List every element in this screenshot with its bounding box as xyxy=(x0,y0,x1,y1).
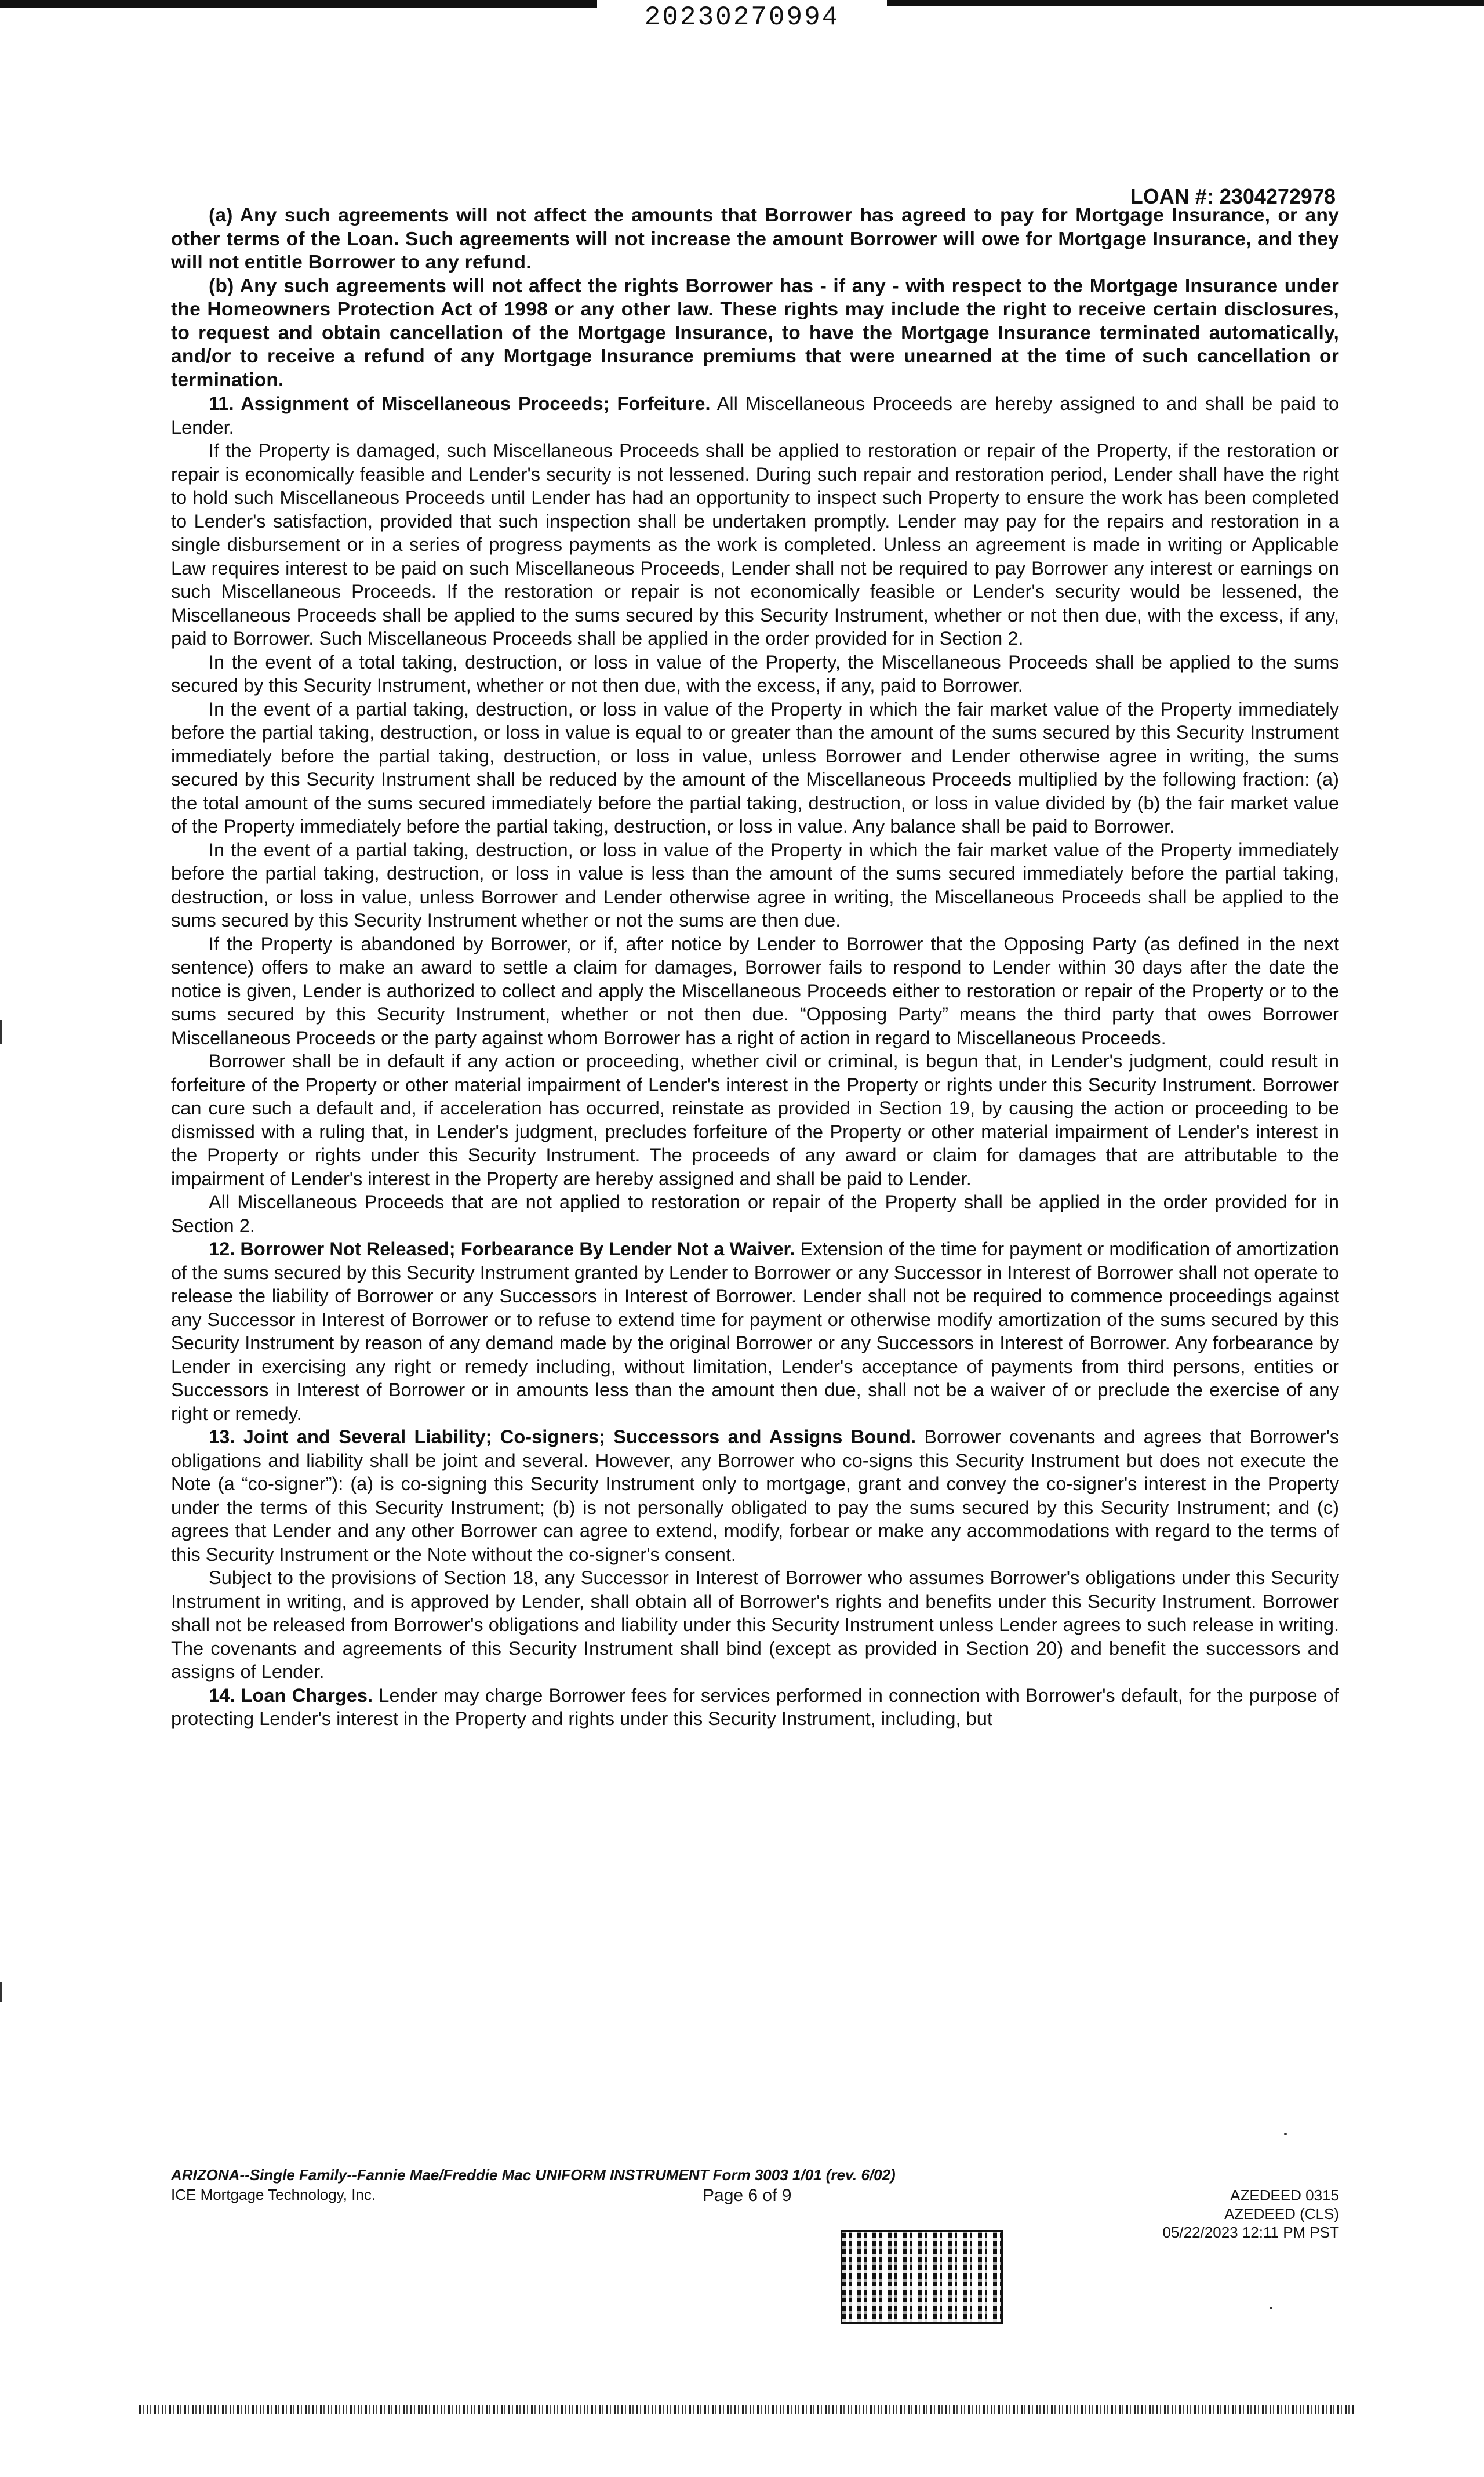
section-14 xyxy=(171,1684,1339,1731)
form-code-cls: AZEDEED (CLS) xyxy=(1224,2205,1339,2222)
document-codes xyxy=(1163,2186,1340,2242)
form-identifier: ARIZONA--Single Family--Fannie Mae/Freddie Mac UNIFORM INSTRUMENT Form 3003 1/01 (rev. 6/02) xyxy=(171,2166,896,2184)
print-timestamp: 05/22/2023 12:11 PM PST xyxy=(1162,2224,1339,2241)
section-13-text: Borrower covenants and agrees that Borrower's obligations and liability shall be joint and several. However, any Borrower who co-signs this Security Instrument but does not execute the Note (a “co-signer”): (a) is co-signing this Security Instrument only to mortgage, grant and convey the co-signer's interest in the Property under the terms of this Security Instrument; (b) is not personally obligated to pay the sums secured by this Security Instrument; and (c) agrees that Lender and any other Borrower can agree to extend, modify, forbear or make any accommodations with regard to the terms of this Security Instrument or the Note without the co-signer's consent. xyxy=(171,1426,1340,1565)
section-11-para-7: All Miscellaneous Proceeds that are not applied to restoration or repair of the Property shall be applied in the order provided for in Section 2. xyxy=(171,1191,1339,1236)
scan-margin-mark xyxy=(0,1982,2,2002)
paragraph-b: (b) Any such agreements will not affect the rights Borrower has - if any - with respect to the Mortgage Insurance under the Homeowners Protection Act of 1998 or any other law. These rights may include the right to receive certain disclosures, to request and obtain cancellation of the Mortgage Insurance, to have the Mortgage Insurance terminated automatically, and/or to receive a refund of any Mortgage Insurance premiums that were unearned at the time of such cancellation or termination. xyxy=(171,275,1339,391)
scan-speck xyxy=(1284,2133,1287,2135)
section-12-text: Extension of the time for payment or modification of amortization of the sums secured by this Security Instrument granted by Lender to Borrower or any Successor in Interest of Borrower shall not operate to release the liability of Borrower or any Successors in Interest of Borrower. Lender shall not be required to commence proceedings against any Successor in Interest of Borrower or to refuse to extend time for payment or otherwise modify amortization of the sums secured by this Security Instrument by reason of any demand made by the original Borrower or any Successors in Interest of Borrower. Any forbearance by Lender in exercising any right or remedy including, without limitation, Lender's acceptance of payments from third persons, entities or Successors in Interest of Borrower or in amounts less than the amount then due, shall not be a waiver of or preclude the exercise of any right or remedy. xyxy=(171,1238,1339,1424)
section-13-para-1: Subject to the provisions of Section 18, any Successor in Interest of Borrower who assumes Borrower's obligations under this Security Instrument in writing, and is approved by Lender, shall obtain all of Borrower's rights and benefits under this Security Instrument. Borrower shall not be released from Borrower's obligations and liability under this Security Instrument unless Lender agrees to such release in writing. The covenants and agreements of this Security Instrument shall bind (except as provided in Section 20) and benefit the successors and assigns of Lender. xyxy=(171,1567,1339,1682)
page-number: Page 6 of 9 xyxy=(703,2186,792,2205)
section-11-text: All Miscellaneous Proceeds are hereby assigned to and shall be paid to Lender. xyxy=(171,393,1340,438)
section-11-para-3: In the event of a partial taking, destruction, or loss in value of the Property in which the fair market value of the Property immediately before the partial taking, destruction, or loss in value is equal to or greater than the amount of the sums secured by this Security Instrument immediately before the partial taking, destruction, or loss in value, unless Borrower and Lender otherwise agree in writing, the sums secured by this Security Instrument shall be reduced by the amount of the Miscellaneous Proceeds multiplied by the following fraction: (a) the total amount of the sums secured immediately before the partial taking, destruction, or loss in value divided by (b) the fair market value of the Property immediately before the partial taking, destruction, or loss in value. Any balance shall be paid to Borrower. xyxy=(171,698,1339,837)
vendor-name: ICE Mortgage Technology, Inc. xyxy=(171,2186,376,2203)
section-11-heading: 11. Assignment of Miscellaneous Proceeds; Forfeiture. xyxy=(209,393,711,414)
section-11-para-4: In the event of a partial taking, destruction, or loss in value of the Property in which the fair market value of the Property immediately before the partial taking, destruction, or loss in value is less than the amount of the sums secured immediately before the partial taking, destruction, or loss in value, unless Borrower and Lender otherwise agree in writing, the Miscellaneous Proceeds shall be applied to the sums secured by this Security Instrument whether or not the sums are then due. xyxy=(171,838,1339,931)
section-11-para-6: Borrower shall be in default if any action or proceeding, whether civil or criminal, is begun that, in Lender's judgment, could result in forfeiture of the Property or other material impairment of Lender's interest in the Property or rights under this Security Instrument. Borrower can cure such a default and, if acceleration has occurred, reinstate as provided in Section 19, by causing the action or proceeding to be dismissed with a ruling that, in Lender's judgment, precludes forfeiture of the Property or other material impairment of Lender's interest in the Property or rights under this Security Instrument. The proceeds of any award or claim for damages that are attributable to the impairment of Lender's interest in the Property are hereby assigned and shall be paid to Lender. xyxy=(171,1050,1339,1189)
barcode-icon xyxy=(841,2230,1003,2324)
scan-speck xyxy=(1270,2307,1272,2309)
section-11-para-2: In the event of a total taking, destruction, or loss in value of the Property, the Miscellaneous Proceeds shall be applied to the sums secured by this Security Instrument, whether or not then due, with the excess, if any, paid to Borrower. xyxy=(171,651,1339,696)
section-14-text: Lender may charge Borrower fees for services performed in connection with Borrower's default, for the purpose of protecting Lender's interest in the Property and rights under this Security Instrument, including, but xyxy=(171,1684,1339,1729)
scan-barcode-strip xyxy=(139,2405,1356,2414)
section-11-para-5: If the Property is abandoned by Borrower, or if, after notice by Lender to Borrower that the Opposing Party (as defined in the next sentence) offers to make an award to settle a claim for damages, Borrower fails to respond to Lender within 30 days after the date the notice is given, Lender is authorized to collect and apply the Miscellaneous Proceeds either to restoration or repair of the Property or to the sums secured by this Security Instrument, whether or not then due. “Opposing Party” means the third party that owes Borrower Miscellaneous Proceeds or the party against whom Borrower has a right of action in regard to Miscellaneous Proceeds. xyxy=(171,932,1339,1048)
section-13-heading: 13. Joint and Several Liability; Co-signers; Successors and Assigns Bound. xyxy=(209,1426,916,1447)
paragraph-a: (a) Any such agreements will not affect the amounts that Borrower has agreed to pay for Mortgage Insurance, or any other terms of the Loan. Such agreements will not increase the amount Borrower will owe for Mortgage Insurance, and they will not entitle Borrower to any refund. xyxy=(171,205,1339,273)
section-12-heading: 12. Borrower Not Released; Forbearance By Lender Not a Waiver. xyxy=(209,1238,795,1259)
section-14-heading: 14. Loan Charges. xyxy=(209,1684,373,1706)
section-11 xyxy=(171,392,1339,439)
document-body xyxy=(171,204,1339,1731)
recording-number: 20230270994 xyxy=(644,2,840,32)
scan-margin-mark xyxy=(0,1020,2,1044)
section-13 xyxy=(171,1425,1339,1566)
section-11-para-1: If the Property is damaged, such Miscellaneous Proceeds shall be applied to restoration or repair of the Property, if the restoration or repair is economically feasible and Lender's security is not lessened. During such repair and restoration period, Lender shall have the right to hold such Miscellaneous Proceeds until Lender has had an opportunity to inspect such Property to ensure the work has been completed to Lender's satisfaction, provided that such inspection shall be undertaken promptly. Lender may pay for the repairs and restoration in a single disbursement or in a series of progress payments as the work is completed. Unless an agreement is made in writing or Applicable Law requires interest to be paid on such Miscellaneous Proceeds, Lender shall not be required to pay Borrower any interest or earnings on such Miscellaneous Proceeds. If the restoration or repair is not economically feasible or Lender's security would be lessened, the Miscellaneous Proceeds shall be applied to the sums secured by this Security Instrument, whether or not then due, with the excess, if any, paid to Borrower. Such Miscellaneous Proceeds shall be applied in the order provided for in Section 2. xyxy=(171,440,1339,649)
loan-number: LOAN #: 2304272978 xyxy=(1130,184,1336,208)
section-12 xyxy=(171,1237,1339,1425)
form-code: AZEDEED 0315 xyxy=(1230,2187,1339,2204)
